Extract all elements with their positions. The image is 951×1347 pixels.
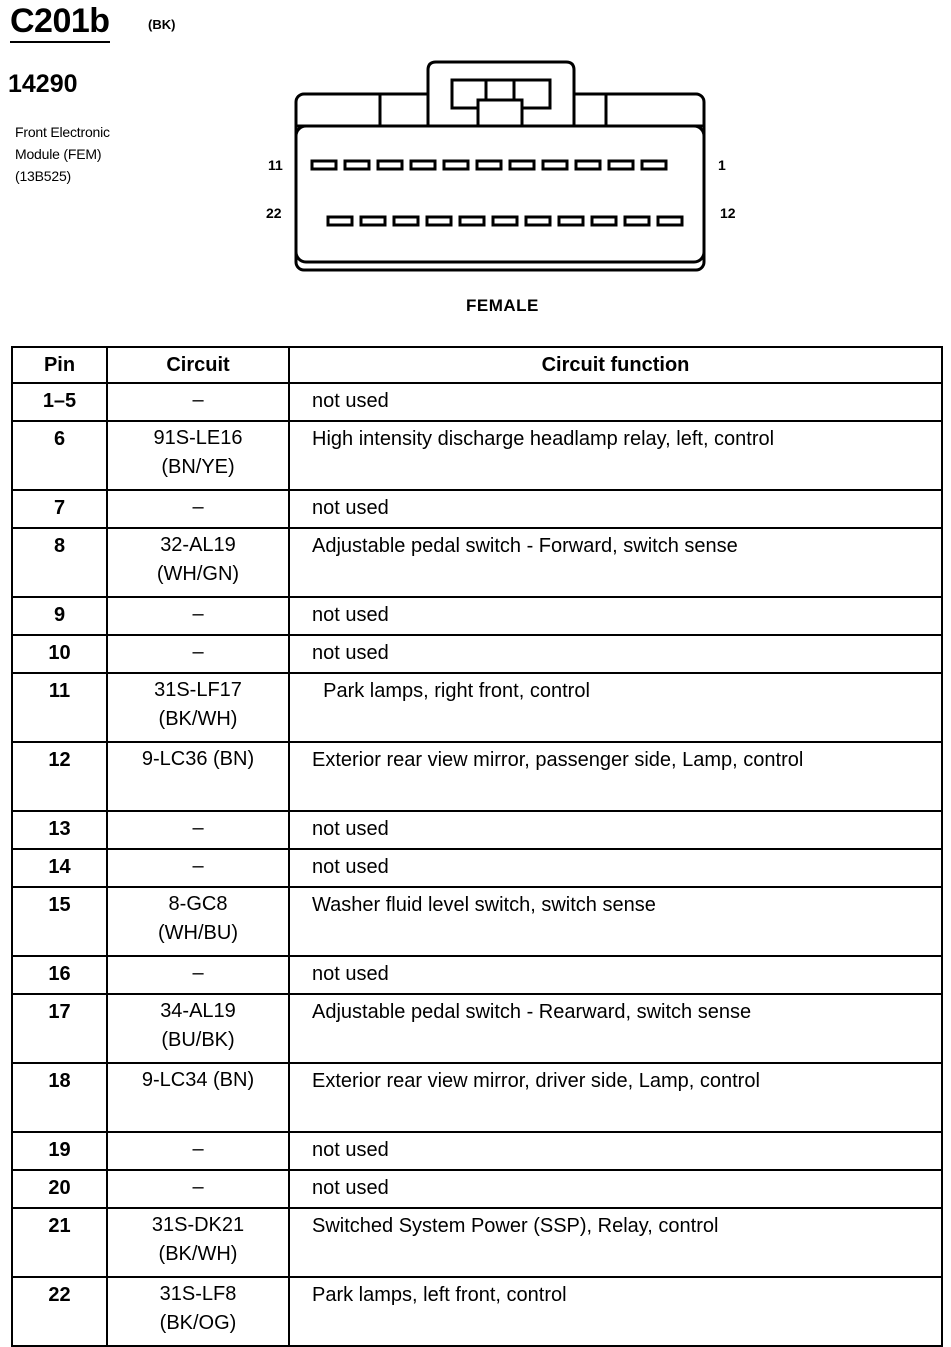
pin-cell: 18 [12,1063,107,1132]
function-cell: not used [289,1170,942,1208]
circuit-cell: – [107,635,289,673]
table-row [12,887,942,956]
circuit-cell: – [107,1170,289,1208]
function-cell: not used [289,811,942,849]
pin-cell: 12 [12,742,107,811]
pin-cavity [543,161,567,169]
pin-cavity [312,161,336,169]
pin-cell: 16 [12,956,107,994]
pin-label-22: 22 [266,205,282,221]
table-row [12,1132,942,1170]
pin-cavity [444,161,468,169]
pin-cell: 7 [12,490,107,528]
function-cell: not used [289,956,942,994]
circuit-cell: – [107,490,289,528]
function-cell: not used [289,635,942,673]
function-cell: not used [289,597,942,635]
function-cell: High intensity discharge headlamp relay, left, control [289,421,942,490]
pin-cavity [526,217,550,225]
circuit-cell: 9-LC34 (BN) [107,1063,289,1132]
header-circuit: Circuit [107,347,289,383]
connector-color-code: (BK) [148,17,176,32]
circuit-cell: 31S-DK21 (BK/WH) [107,1208,289,1277]
circuit-cell: – [107,811,289,849]
circuit-cell: 91S-LE16 (BN/YE) [107,421,289,490]
pin-cavity [361,217,385,225]
pin-cavity [609,161,633,169]
pin-cavity [477,161,501,169]
circuit-cell: – [107,597,289,635]
pin-row-bottom [328,217,682,225]
circuit-cell: 31S-LF8 (BK/OG) [107,1277,289,1346]
function-cell: Switched System Power (SSP), Relay, control [289,1208,942,1277]
function-cell: Park lamps, right front, control [289,673,942,742]
pin-cavity [394,217,418,225]
function-cell: Adjustable pedal switch - Rearward, switch sense [289,994,942,1063]
connector-id: C201b [10,4,110,43]
pin-cell: 6 [12,421,107,490]
table-row [12,811,942,849]
function-cell: Washer fluid level switch, switch sense [289,887,942,956]
connector-gender: FEMALE [466,296,539,315]
table-row [12,742,942,811]
circuit-cell: 31S-LF17 (BK/WH) [107,673,289,742]
table-row [12,673,942,742]
pin-cavity [345,161,369,169]
function-cell: Adjustable pedal switch - Forward, switch sense [289,528,942,597]
table-header-row [12,347,942,383]
pin-cell: 15 [12,887,107,956]
circuit-cell: – [107,849,289,887]
header-pin: Pin [12,347,107,383]
pin-cell: 19 [12,1132,107,1170]
function-cell: not used [289,490,942,528]
table-row [12,956,942,994]
circuit-cell: 32-AL19 (WH/GN) [107,528,289,597]
pin-cell: 11 [12,673,107,742]
pin-cell: 13 [12,811,107,849]
pin-cavity [576,161,600,169]
function-cell: not used [289,849,942,887]
circuit-cell: – [107,1132,289,1170]
pin-cavity [460,217,484,225]
function-cell: Exterior rear view mirror, passenger side, Lamp, control [289,742,942,811]
pin-cavity [493,217,517,225]
table-row [12,383,942,421]
pin-cell: 17 [12,994,107,1063]
table-row [12,1277,942,1346]
pin-cell: 1–5 [12,383,107,421]
pin-row-top [312,161,666,169]
pinout-table [11,346,943,1347]
pin-cell: 21 [12,1208,107,1277]
table-row [12,994,942,1063]
connector-face-diagram [0,0,951,340]
connector-face [296,126,704,262]
table-row [12,597,942,635]
pin-cell: 22 [12,1277,107,1346]
table-row [12,528,942,597]
module-description: Front Electronic Module (FEM) (13B525) [15,124,110,184]
pin-label-12: 12 [720,205,736,221]
function-cell: Park lamps, left front, control [289,1277,942,1346]
pin-cavity [427,217,451,225]
pin-cavity [559,217,583,225]
pin-cell: 10 [12,635,107,673]
circuit-cell: – [107,956,289,994]
pin-cavity [642,161,666,169]
table-row [12,1063,942,1132]
table-row [12,490,942,528]
locking-tab [478,100,522,126]
circuit-cell: 9-LC36 (BN) [107,742,289,811]
table-row [12,421,942,490]
circuit-cell: – [107,383,289,421]
circuit-cell: 34-AL19 (BU/BK) [107,994,289,1063]
circuit-cell: 8-GC8 (WH/BU) [107,887,289,956]
pin-cavity [328,217,352,225]
pin-cell: 14 [12,849,107,887]
table-row [12,1170,942,1208]
table-row [12,635,942,673]
pin-cavity [411,161,435,169]
table-row [12,1208,942,1277]
pin-cavity [625,217,649,225]
pin-cell: 8 [12,528,107,597]
pin-label-1: 1 [718,157,726,173]
table-row [12,849,942,887]
part-number: 14290 [8,70,78,98]
pin-cavity [510,161,534,169]
function-cell: Exterior rear view mirror, driver side, Lamp, control [289,1063,942,1132]
function-cell: not used [289,1132,942,1170]
header-function: Circuit function [289,347,942,383]
pin-cell: 20 [12,1170,107,1208]
pin-cavity [592,217,616,225]
pin-label-11: 11 [268,157,283,173]
pin-cavity [658,217,682,225]
function-cell: not used [289,383,942,421]
pin-cell: 9 [12,597,107,635]
pin-cavity [378,161,402,169]
